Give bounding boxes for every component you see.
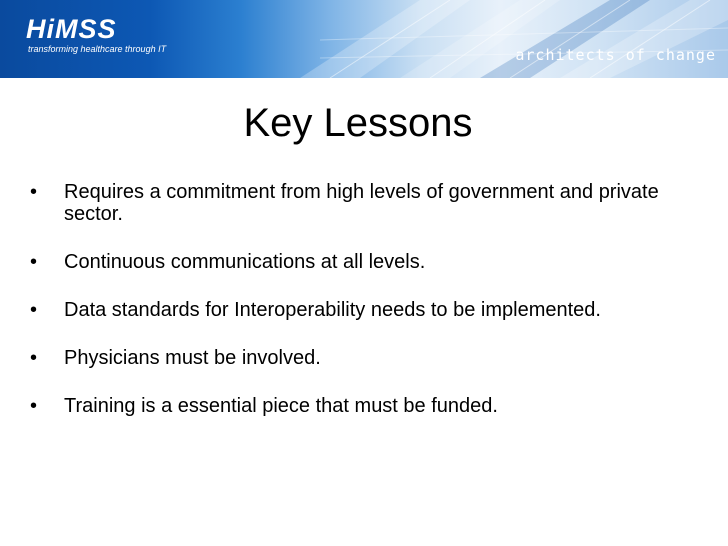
bullet-text: Requires a commitment from high levels of government and private sector. (64, 181, 659, 225)
bullet-icon: • (30, 181, 38, 203)
logo-wordmark: HiMSS (26, 14, 117, 44)
bullet-item (30, 395, 690, 417)
slide-title: Key Lessons (243, 101, 473, 145)
bullet-icon: • (30, 251, 38, 273)
bullet-text: Continuous communications at all levels. (64, 251, 426, 273)
bullet-item (30, 347, 690, 369)
slogan-text: architects of change (515, 46, 716, 64)
bullet-item (30, 251, 690, 273)
logo-tagline: transforming healthcare through IT (28, 44, 167, 54)
bullet-icon: • (30, 347, 38, 369)
bullet-text: Physicians must be involved. (64, 347, 321, 369)
bullet-text: Training is a essential piece that must be funded. (64, 395, 498, 417)
bullet-text: Data standards for Interoperability needs to be implemented. (64, 299, 601, 321)
bullet-item (30, 181, 690, 225)
himss-logo (26, 14, 166, 55)
bullet-icon: • (30, 299, 38, 321)
bullet-icon: • (30, 395, 38, 417)
bullet-item (30, 299, 690, 321)
bullet-list (30, 181, 690, 443)
header-banner (0, 0, 728, 78)
